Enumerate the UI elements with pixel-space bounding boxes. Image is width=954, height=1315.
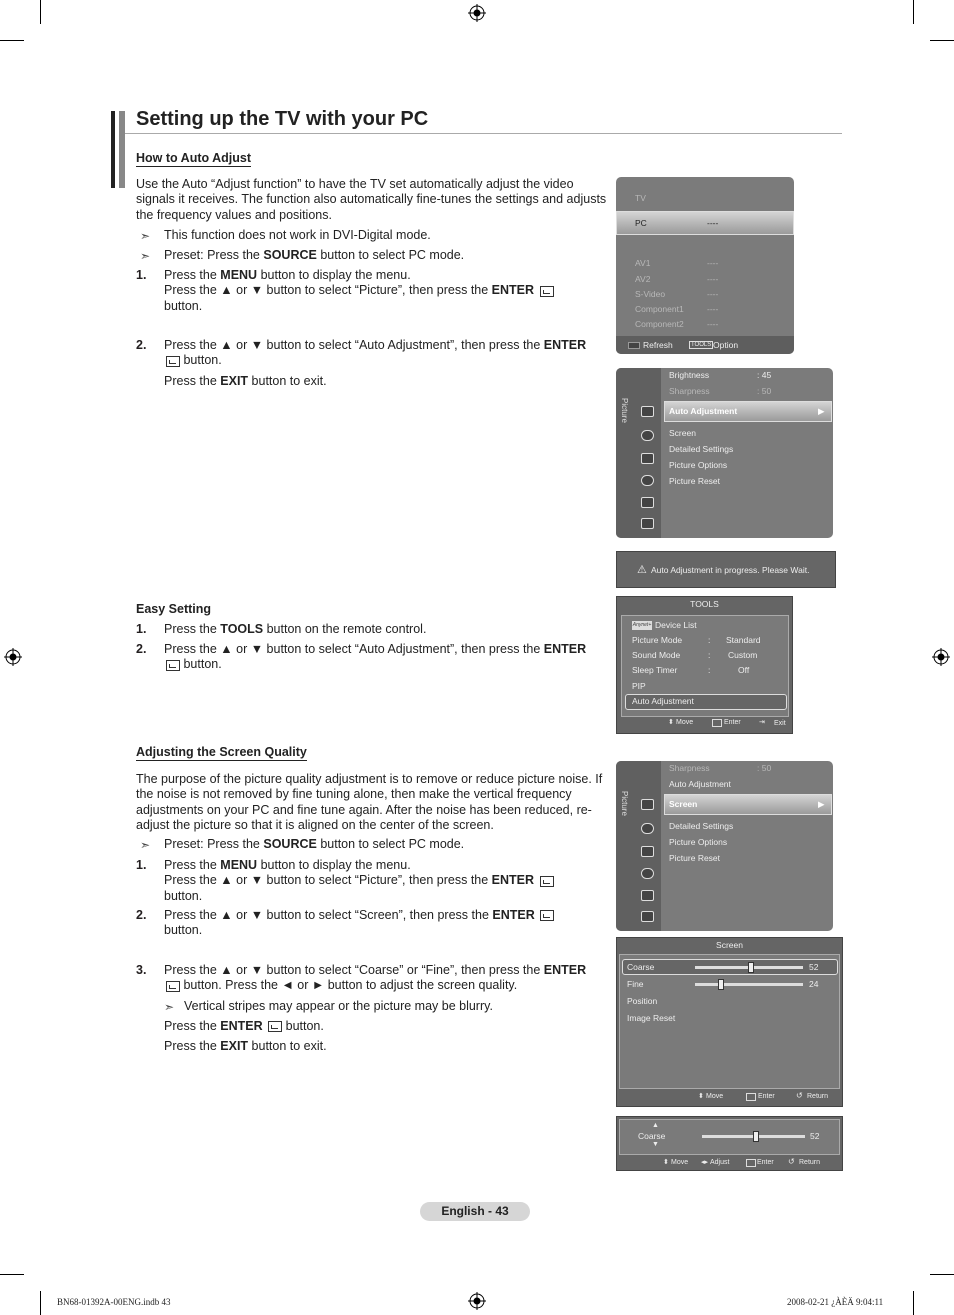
crop-mark: [913, 0, 914, 24]
enter-icon: [166, 660, 180, 671]
registration-mark-icon: [932, 648, 950, 666]
step-text: Press the ▲ or ▼ button to select “Screen”, then press the ENTER button.: [164, 908, 608, 939]
pip-item: PIP: [632, 681, 646, 691]
step-number: 2.: [136, 338, 147, 352]
title-bar: [111, 111, 115, 188]
source-item-value: ----: [707, 289, 719, 299]
return-label: Return: [807, 1093, 829, 1100]
move-label: Move: [706, 1093, 724, 1100]
channel-icon: [641, 453, 654, 464]
right-arrow-icon: ▶: [818, 799, 825, 809]
note-text: Preset: Press the SOURCE button to select PC mode.: [164, 837, 465, 851]
enter-icon: [540, 876, 554, 887]
registration-mark-icon: [4, 648, 22, 666]
tools-icon: TOOLS: [691, 342, 712, 348]
coarse-value: 52: [810, 1131, 820, 1141]
source-item: Component1: [635, 304, 684, 314]
enter-icon: [540, 910, 554, 921]
enter-icon: [268, 1021, 282, 1032]
enter-icon: [166, 981, 180, 992]
intro-text: The purpose of the picture quality adjustment is to remove or reduce picture noise. If the noise is not removed by fine tuning alone, then make the vertical frequency adjustments on your PC and fine tune again. After the noise has been reduced, re-adjust the picture so that it is aligned on the center of the screen.: [136, 772, 603, 832]
crop-mark: [930, 40, 954, 41]
menu-item: Picture Options: [669, 837, 728, 847]
fine-slider[interactable]: [695, 983, 803, 986]
page-title: Setting up the TV with your PC: [136, 108, 429, 130]
divider: [125, 133, 842, 134]
source-tv: TV: [635, 193, 646, 203]
source-item-value: ----: [707, 304, 719, 314]
adjust-label: Adjust: [710, 1159, 730, 1166]
tools-row-value: Standard: [726, 635, 761, 645]
tools-row-label: Picture Mode: [632, 635, 683, 645]
note-arrow-icon: ➣: [164, 1000, 175, 1014]
section-heading-screen-quality: Adjusting the Screen Quality: [136, 745, 307, 759]
move-icon: ⬍: [698, 1093, 704, 1100]
tools-row-label: Sound Mode: [632, 650, 681, 660]
crop-mark: [0, 40, 24, 41]
fine-label: Fine: [627, 979, 644, 989]
progress-message-box: [616, 551, 836, 588]
title-bar: [119, 111, 125, 188]
crop-mark: [0, 1274, 24, 1275]
crop-mark: [913, 1291, 914, 1315]
menu-item-sharpness: Sharpness: [669, 763, 710, 773]
menu-sidebar: [616, 761, 661, 931]
menu-item-auto-adjustment: Auto Adjustment: [669, 406, 738, 416]
coarse-slider-handle[interactable]: [753, 1131, 759, 1142]
note-arrow-icon: ➣: [140, 229, 151, 243]
source-item-value: ----: [707, 258, 719, 268]
step-text: Press the ENTER button.: [164, 1019, 324, 1033]
brightness-value: : 45: [757, 370, 772, 380]
menu-item: Picture Reset: [669, 853, 721, 863]
step-number: 3.: [136, 963, 147, 977]
red-button-icon: [628, 342, 640, 349]
sharpness-value: : 50: [757, 763, 772, 773]
enter-icon: [540, 286, 554, 297]
registration-mark-icon: [468, 1292, 486, 1310]
setup-gear-icon: [641, 475, 654, 486]
source-pc: PC: [635, 218, 647, 228]
return-label: Return: [799, 1159, 821, 1166]
step-number: 2.: [136, 908, 147, 922]
progress-message: Auto Adjustment in progress. Please Wait.: [651, 565, 810, 575]
option-label: Option: [713, 340, 739, 350]
tools-menu: [616, 596, 793, 734]
source-item: Component2: [635, 319, 684, 329]
menu-item: Screen: [669, 428, 696, 438]
move-icon: ⬍: [668, 719, 674, 726]
move-icon: ⬍: [663, 1159, 669, 1166]
menu-item-auto-adjustment: Auto Adjustment: [669, 779, 731, 789]
left-right-arrows-icon: ◂▸: [701, 1159, 709, 1166]
crop-mark: [40, 0, 41, 24]
source-item-value: ----: [707, 274, 719, 284]
enter-icon: [746, 1093, 756, 1101]
sidebar-label: Picture: [620, 398, 629, 423]
enter-icon: [166, 356, 180, 367]
coarse-adjust-bar: [616, 1116, 843, 1171]
up-arrow-icon: ▲: [652, 1122, 659, 1129]
menu-item: Detailed Settings: [669, 444, 734, 454]
tools-row-sep: :: [708, 650, 711, 660]
note-arrow-icon: ➣: [140, 249, 151, 263]
sound-icon: [641, 823, 654, 834]
step-text: Press the ▲ or ▼ button to select “Coarse” or “Fine”, then press the ENTER button. Press the ◄ or ► button to adjust the screen quality.: [164, 963, 587, 993]
sharpness-value: : 50: [757, 386, 772, 396]
anynet-logo-icon: Anynet+: [632, 622, 652, 628]
note-text: This function does not work in DVI-Digital mode.: [164, 228, 431, 242]
menu-item: Picture Options: [669, 460, 728, 470]
note-text: Vertical stripes may appear or the picture may be blurry.: [184, 999, 493, 1013]
picture-menu-screen: [616, 368, 833, 538]
coarse-label: Coarse: [627, 962, 655, 972]
step-text: Press the ▲ or ▼ button to select “Auto Adjustment”, then press the ENTER button.: [164, 642, 587, 672]
source-list-screen: [616, 177, 794, 354]
image-reset-item: Image Reset: [627, 1013, 676, 1023]
menu-item-brightness: Brightness: [669, 370, 710, 380]
exit-icon: ⇥: [759, 719, 765, 726]
position-item: Position: [627, 996, 658, 1006]
exit-label: Exit: [774, 720, 786, 727]
step-text: Press the EXIT button to exit.: [164, 374, 327, 388]
picture-icon: [641, 799, 654, 810]
menu-item: Picture Reset: [669, 476, 721, 486]
enter-icon: [746, 1159, 756, 1167]
right-arrow-icon: ▶: [818, 406, 825, 416]
return-icon: ↺: [796, 1091, 803, 1100]
tools-row-sep: :: [708, 665, 711, 675]
refresh-label: Refresh: [643, 340, 673, 350]
fine-slider-handle[interactable]: [718, 979, 724, 990]
return-icon: ↺: [788, 1157, 795, 1166]
device-list-item: Device List: [655, 620, 697, 630]
menu-item-screen: Screen: [669, 799, 698, 809]
application-icon: [641, 911, 654, 922]
source-pc-value: ----: [707, 218, 719, 228]
picture-menu-screen-2: [616, 761, 833, 931]
menu-sidebar: [616, 368, 661, 538]
crop-mark: [930, 1274, 954, 1275]
registration-mark-icon: [468, 4, 486, 22]
footer-file: BN68-01392A-00ENG.indb 43: [57, 1297, 171, 1307]
source-item: AV1: [635, 258, 651, 268]
move-label: Move: [676, 719, 694, 726]
coarse-label: Coarse: [638, 1131, 666, 1141]
step-number: 1.: [136, 622, 147, 636]
application-icon: [641, 518, 654, 529]
sound-icon: [641, 430, 654, 441]
down-arrow-icon: ▼: [652, 1141, 659, 1148]
step-number: 1.: [136, 858, 147, 872]
tools-row-label: Sleep Timer: [632, 665, 678, 675]
coarse-slider-handle[interactable]: [748, 962, 754, 973]
enter-label: Enter: [758, 1093, 775, 1100]
channel-icon: [641, 846, 654, 857]
step-number: 2.: [136, 642, 147, 656]
input-icon: [641, 497, 654, 508]
step-text: Press the ▲ or ▼ button to select “Auto Adjustment”, then press the ENTER button.: [164, 338, 587, 368]
step-text: Press the EXIT button to exit.: [164, 1039, 327, 1053]
coarse-value: 52: [809, 962, 819, 972]
source-item: AV2: [635, 274, 651, 284]
screen-submenu: [616, 937, 843, 1107]
step-text: Press the MENU button to display the menu. Press the ▲ or ▼ button to select “Picture”, then press the ENTER button.: [164, 268, 608, 314]
section-heading-auto-adjust: How to Auto Adjust: [136, 151, 252, 165]
menu-item-sharpness: Sharpness: [669, 386, 710, 396]
crop-mark: [40, 1291, 41, 1315]
intro-text: Use the Auto “Adjust function” to have the TV set automatically adjust the video signals it receives. The function also automatically fine-tunes the settings and adjusts the frequency values and positions.: [136, 177, 607, 222]
enter-label: Enter: [757, 1159, 774, 1166]
setup-gear-icon: [641, 868, 654, 879]
page-number: English - 43: [420, 1202, 530, 1221]
step-text: Press the MENU button to display the menu. Press the ▲ or ▼ button to select “Picture”, then press the ENTER button.: [164, 858, 608, 904]
footer-date: 2008-02-21 ¿ÀÈÄ 9:04:11: [787, 1297, 884, 1307]
tools-row-value: Custom: [728, 650, 758, 660]
tools-row-sep: :: [708, 635, 711, 645]
auto-adjustment-item: Auto Adjustment: [632, 696, 694, 706]
input-icon: [641, 890, 654, 901]
menu-item: Detailed Settings: [669, 821, 734, 831]
note-arrow-icon: ➣: [140, 838, 151, 852]
enter-label: Enter: [724, 719, 741, 726]
enter-icon: [712, 719, 722, 727]
section-heading-easy-setting: Easy Setting: [136, 602, 212, 616]
step-number: 1.: [136, 268, 147, 282]
move-label: Move: [671, 1159, 689, 1166]
picture-icon: [641, 406, 654, 417]
sidebar-label: Picture: [620, 791, 629, 816]
warning-icon: ⚠: [637, 564, 647, 576]
screen-title: Screen: [716, 940, 743, 950]
note-text: Preset: Press the SOURCE button to select PC mode.: [164, 248, 465, 262]
tools-title: TOOLS: [690, 599, 719, 609]
source-item: S-Video: [635, 289, 666, 299]
source-item-value: ----: [707, 319, 719, 329]
step-text: Press the TOOLS button on the remote control.: [164, 622, 427, 636]
fine-value: 24: [809, 979, 819, 989]
tools-row-value: Off: [738, 665, 750, 675]
